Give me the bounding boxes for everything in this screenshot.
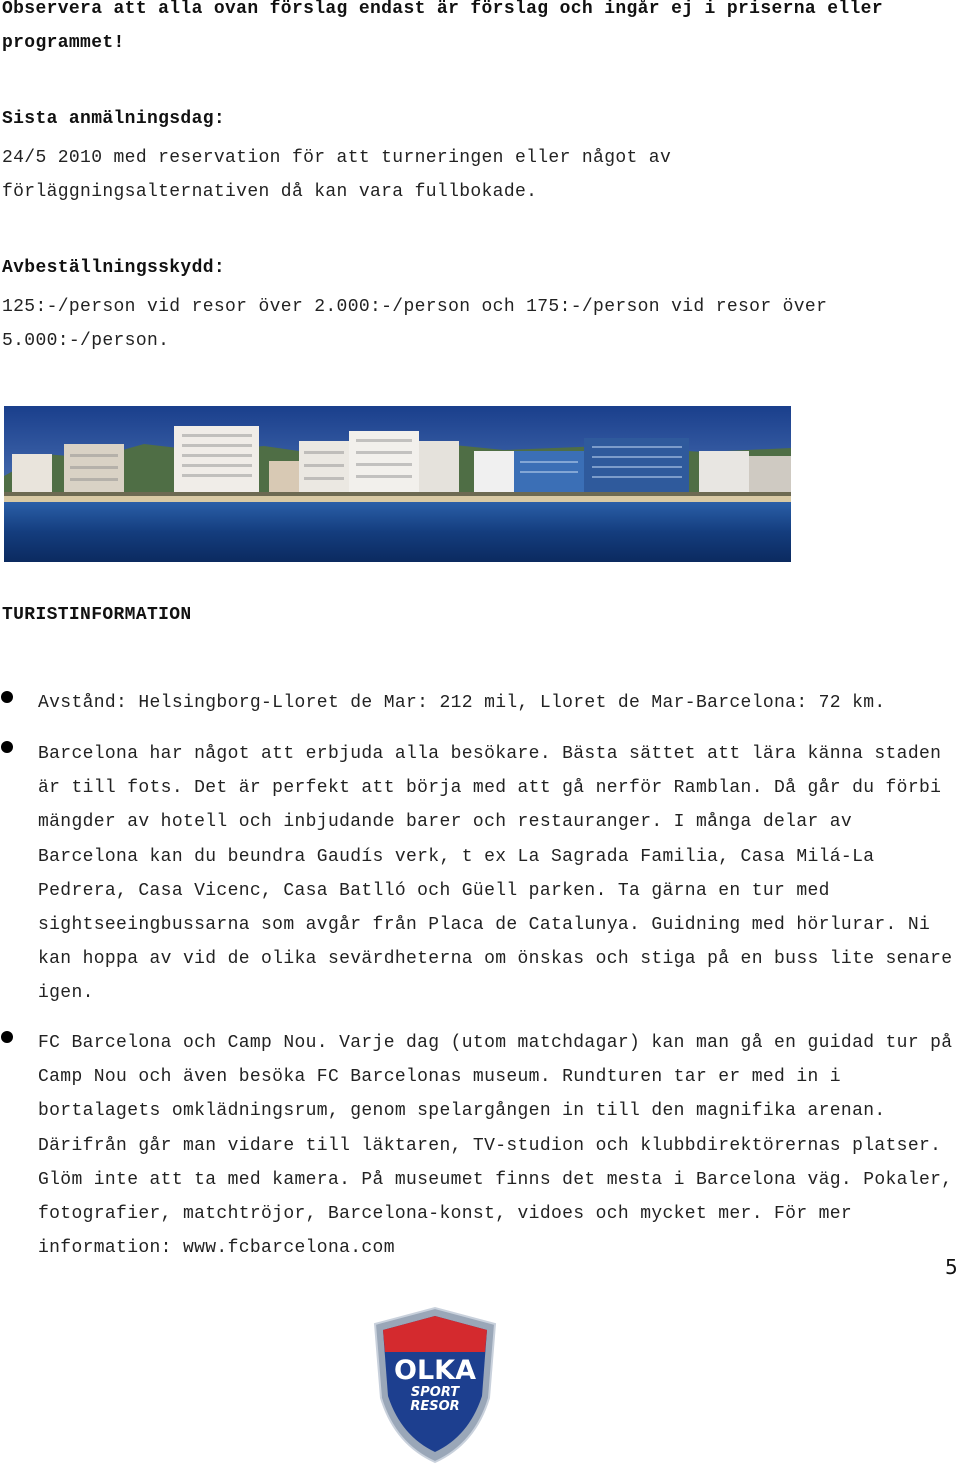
deadline-text-line-1: 24/5 2010 med reservation för att turneringen eller något av (2, 148, 672, 168)
insurance-text-line-1: 125:-/person vid resor över 2.000:-/person och 175:-/person vid resor över (2, 297, 828, 317)
bullet-dot (1, 1031, 13, 1043)
lloret-beach-photo (4, 406, 791, 562)
intro-note-line-2: programmet! (2, 33, 125, 53)
tourist-info-heading: TURISTINFORMATION (2, 605, 192, 625)
insurance-heading: Avbeställningsskydd: (2, 258, 226, 278)
bullet-dot (1, 691, 13, 703)
bullet-barcelona-sights: Barcelona har något att erbjuda alla besökare. Bästa sättet att lära känna staden är till fots. Det är perfekt att börja med att gå nerför Ramblan. Då går du förbi mängder av hotell och inbjudande barer och restauranger. I många delar av Barcelona kan du beundra Gaudís verk, t ex La Sagrada Familia, Casa Milá-La Pedrera, Casa Vicenc, Casa Batlló och Güell parken. Ta gärna en tur med sightseeingbussarna som avgår från Placa de Catalunya. Guidning med hörlurar. Ni kan hoppa av vid de olika sevärdheterna om önskas och stiga på en buss lite senare igen. (38, 744, 953, 1004)
svg-text:SPORT: SPORT (410, 1385, 460, 1400)
olka-sportresor-logo (365, 1306, 505, 1466)
page-number: 5 (945, 1255, 958, 1279)
svg-text:RESOR: RESOR (410, 1399, 460, 1414)
bullet-distance: Avstånd: Helsingborg-Lloret de Mar: 212 mil, Lloret de Mar-Barcelona: 72 km. (38, 693, 886, 713)
insurance-text-line-2: 5.000:-/person. (2, 331, 170, 351)
bullet-dot (1, 741, 13, 753)
bullet-camp-nou: FC Barcelona och Camp Nou. Varje dag (utom matchdagar) kan man gå en guidad tur på Camp Nou och även besöka FC Barcelonas museum. Rundturen tar er med in i bortalagets omklädningsrum, genom spelargången in till den magnifika arenan. Därifrån går man vidare till läktaren, TV-studion och klubbdirektörernas platser. Glöm inte att ta med kamera. På museumet finns det mesta i Barcelona väg. Pokaler, fotografier, matchtröjor, Barcelona-konst, vidoes och mycket mer. För mer information: www.fcbarcelona.com (38, 1033, 953, 1259)
deadline-text-line-2: förläggningsalternativen då kan vara fullbokade. (2, 182, 538, 202)
deadline-heading: Sista anmälningsdag: (2, 109, 226, 129)
intro-note-line-1: Observera att alla ovan förslag endast är förslag och ingår ej i priserna eller (2, 0, 883, 19)
svg-text:OLKA: OLKA (394, 1355, 476, 1386)
